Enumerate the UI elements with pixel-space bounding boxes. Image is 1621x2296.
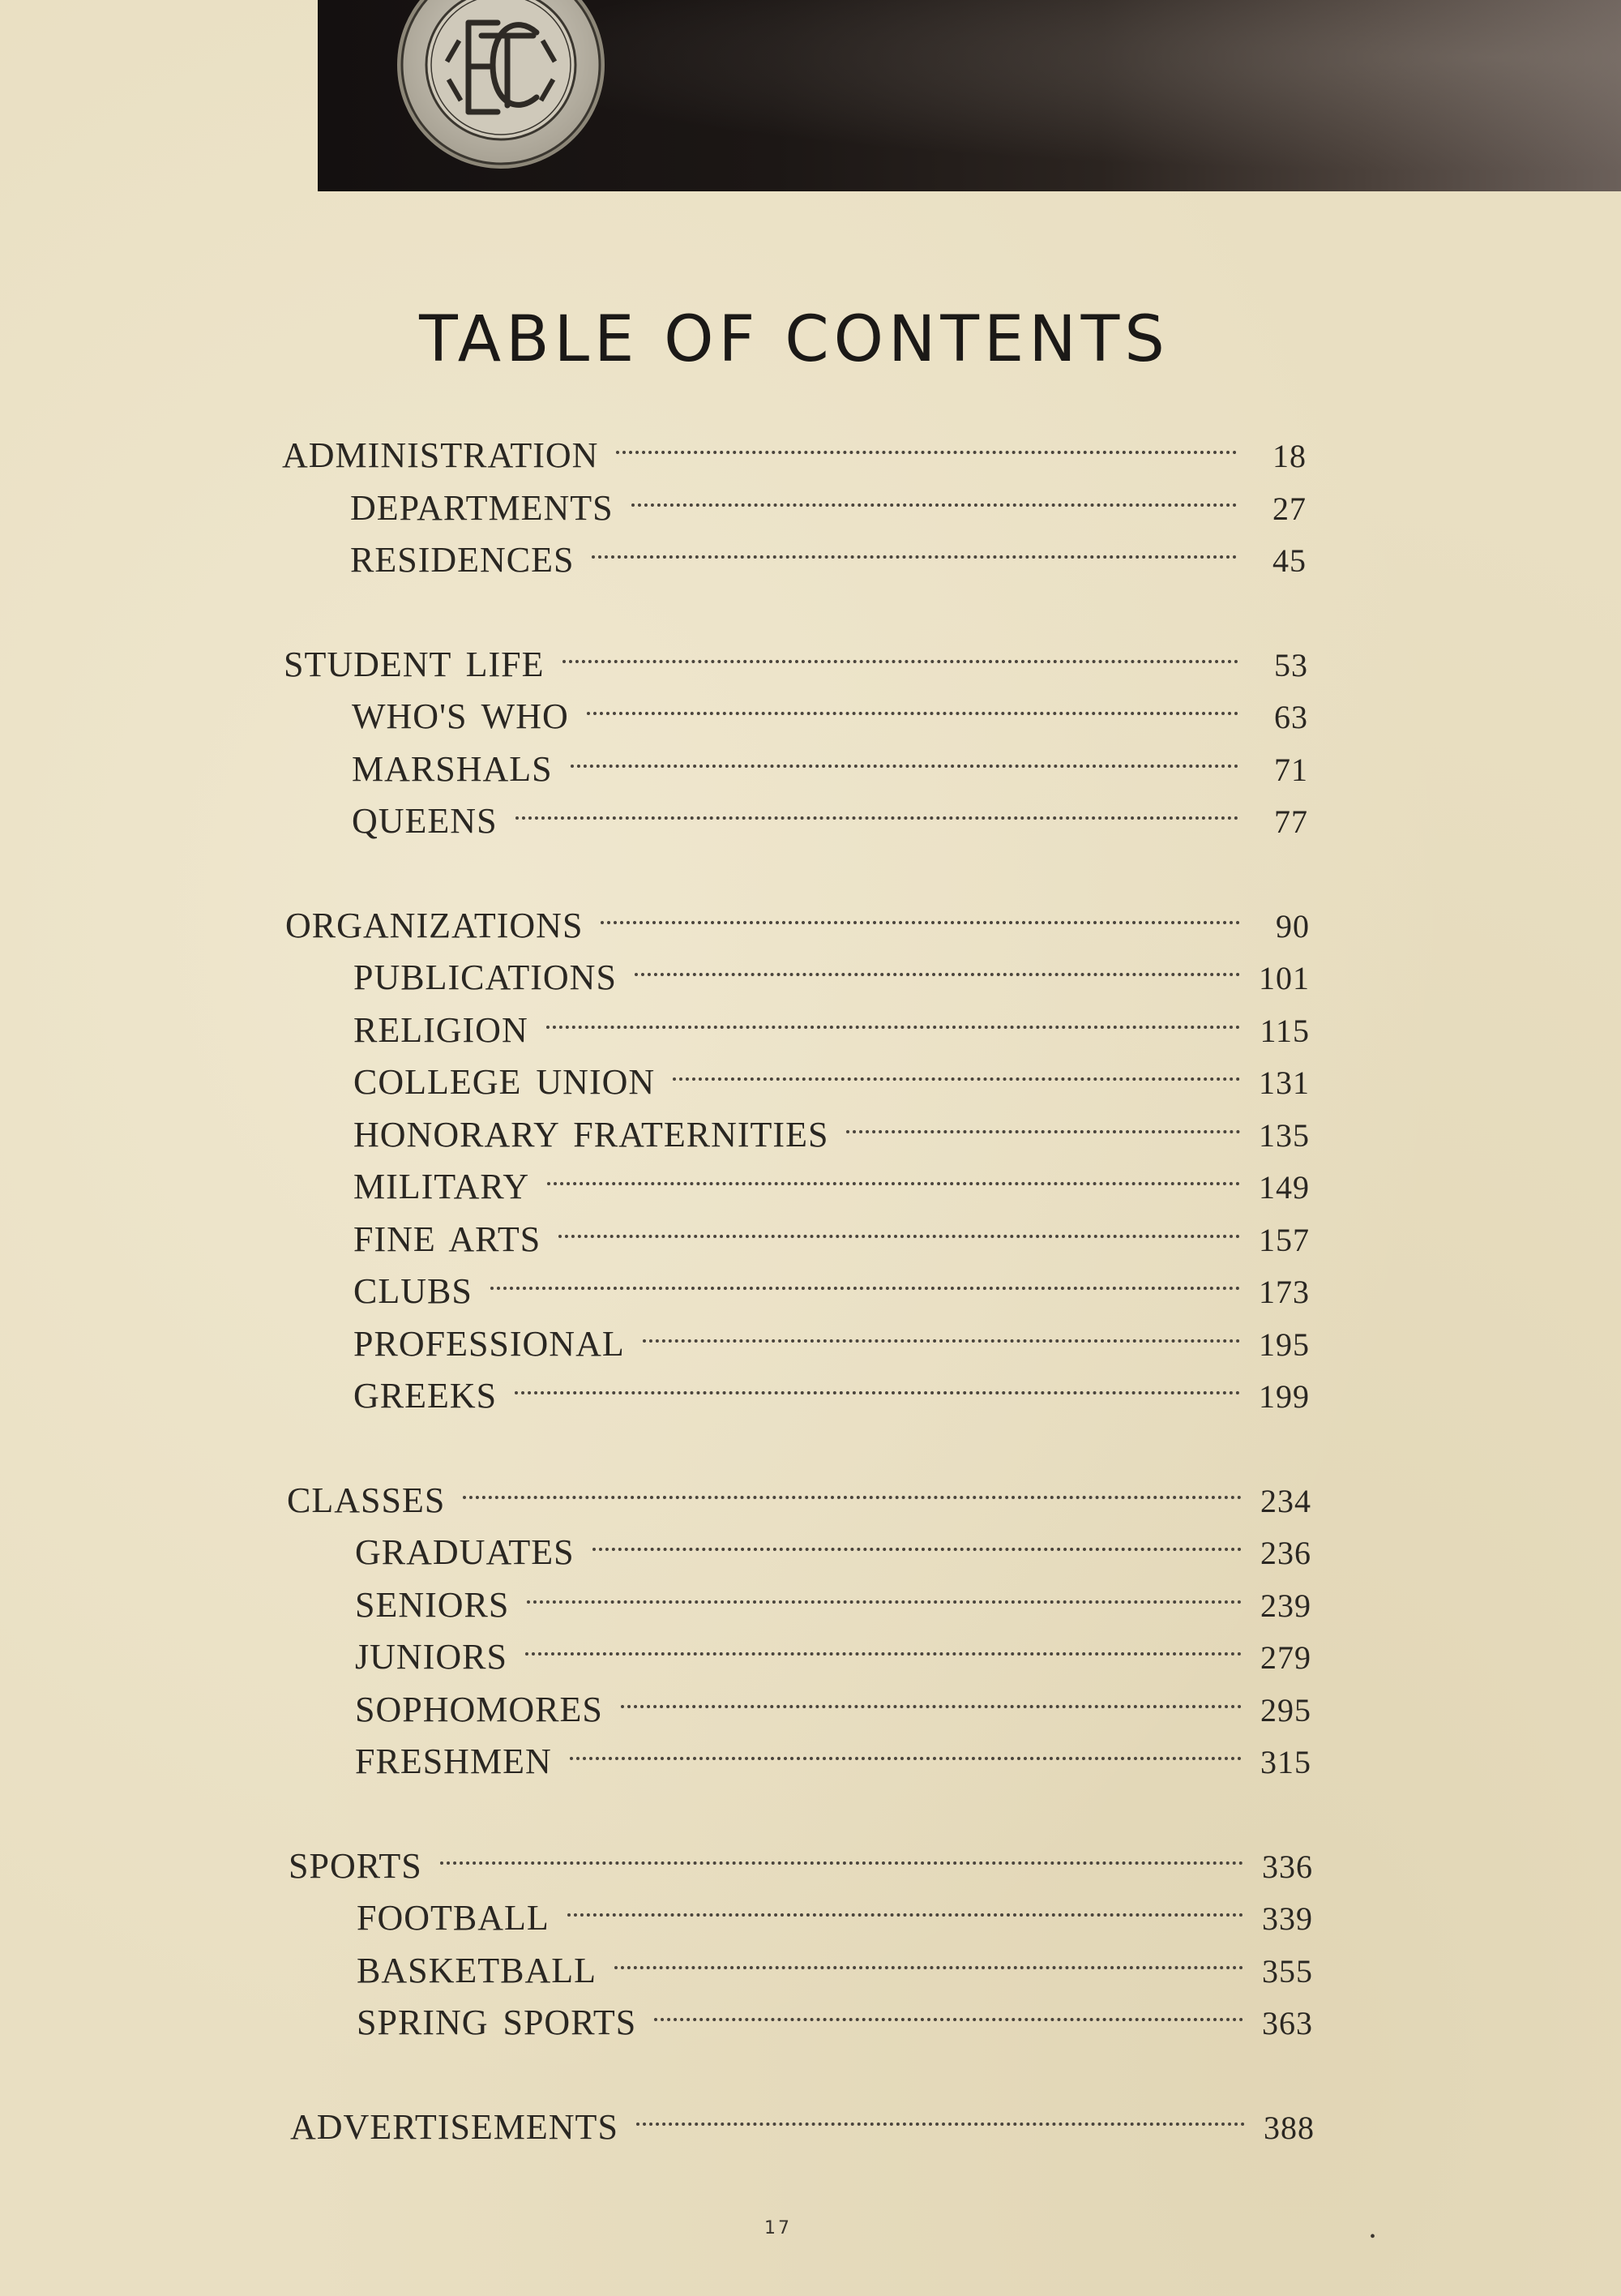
toc-section-row (289, 1829, 1313, 1886)
toc-entry-row (353, 1045, 1310, 1102)
dot-leader (440, 1829, 1243, 1878)
toc-entry-row (353, 1202, 1310, 1259)
toc-entry-label: ORGANIZATIONS (285, 905, 584, 945)
toc-section-row (287, 1463, 1311, 1520)
dot-leader (616, 418, 1237, 467)
dot-leader (592, 523, 1237, 572)
dot-leader (614, 1934, 1243, 1982)
dot-leader (592, 1515, 1242, 1564)
dot-leader (635, 940, 1240, 989)
toc-page-number: 279 (1260, 1639, 1311, 1676)
ink-speck: • (1370, 2228, 1376, 2246)
toc-entry-label: ADVERTISEMENTS (290, 2106, 618, 2147)
dot-leader (587, 679, 1238, 728)
toc-entry-row (355, 1620, 1311, 1677)
toc-page-number: 157 (1259, 1221, 1310, 1258)
toc-entry-label: MARSHALS (352, 748, 553, 789)
toc-page-number: 336 (1262, 1848, 1313, 1885)
toc-page-number: 363 (1262, 2005, 1313, 2041)
toc-entry-row (350, 523, 1307, 580)
toc-entry-label: GRADUATES (355, 1532, 575, 1572)
toc-page-number: 199 (1259, 1378, 1310, 1415)
toc-entry-label: SPRING SPORTS (357, 2003, 637, 2042)
toc-entry-row (355, 1673, 1311, 1729)
toc-entry-row (353, 1254, 1310, 1311)
toc-entry-row (353, 993, 1310, 1050)
dot-leader (621, 1673, 1242, 1721)
toc-entry-label: DEPARTMENTS (350, 487, 614, 528)
dot-leader (631, 471, 1237, 520)
toc-section-row (282, 418, 1307, 475)
college-seal-icon (394, 0, 608, 172)
toc-page-number: 63 (1274, 699, 1308, 735)
dot-leader (527, 1568, 1242, 1617)
dot-leader (567, 1881, 1243, 1930)
toc-page-number: 236 (1260, 1535, 1311, 1571)
toc-entry-label: FOOTBALL (357, 1898, 550, 1938)
toc-entry-label: MILITARY (353, 1167, 530, 1206)
toc-entry-label: QUEENS (352, 801, 498, 841)
toc-page-number: 315 (1260, 1744, 1311, 1780)
toc-entry-label: GREEKS (353, 1376, 498, 1416)
toc-page-number: 77 (1274, 803, 1308, 840)
toc-page-number: 239 (1260, 1587, 1311, 1624)
toc-entry-label: CLASSES (287, 1480, 446, 1520)
toc-page-number: 234 (1260, 1482, 1311, 1519)
dot-leader (490, 1254, 1240, 1303)
toc-entry-row (352, 679, 1308, 736)
dot-leader (673, 1045, 1240, 1094)
toc-entry-row (357, 1985, 1313, 2042)
page-title: TABLE OF CONTENTS (419, 303, 1170, 376)
toc-entry-label: RESIDENCES (350, 540, 575, 580)
toc-entry-label: SPORTS (289, 1845, 422, 1886)
toc-entry-label: ADMINISTRATION (282, 435, 599, 475)
toc-entry-label: CLUBS (353, 1271, 473, 1311)
toc-entry-row (352, 784, 1308, 841)
toc-page-number: 53 (1274, 646, 1308, 683)
toc-entry-row (350, 471, 1307, 528)
dot-leader (546, 993, 1240, 1042)
dot-leader (547, 1150, 1240, 1198)
toc-entry-label: WHO'S WHO (352, 696, 569, 736)
toc-page-number: 339 (1262, 1900, 1313, 1937)
toc-entry-row (355, 1515, 1311, 1572)
dot-leader (515, 1359, 1240, 1407)
toc-entry-row (357, 1934, 1313, 1990)
toc-page-number: 173 (1259, 1274, 1310, 1310)
page-number: 17 (764, 2218, 792, 2238)
dot-leader (654, 1985, 1243, 2034)
toc-entry-label: COLLEGE UNION (353, 1062, 656, 1102)
toc-page-number: 90 (1276, 907, 1310, 945)
toc-entry-label: PUBLICATIONS (353, 957, 617, 997)
toc-entry-row (353, 1359, 1310, 1416)
toc-page-number: 45 (1272, 542, 1307, 579)
toc-page-number: 115 (1260, 1012, 1310, 1049)
toc-entry-label: FRESHMEN (355, 1741, 552, 1781)
toc-entry-row (353, 1098, 1310, 1154)
toc-page-number: 295 (1260, 1691, 1311, 1728)
toc-section-row (290, 2090, 1315, 2147)
dot-leader (525, 1620, 1242, 1668)
dot-leader (562, 628, 1238, 676)
dot-leader (571, 732, 1238, 781)
toc-page-number: 388 (1264, 2109, 1315, 2146)
dot-leader (636, 2090, 1245, 2139)
toc-page-number: 195 (1259, 1326, 1310, 1363)
toc-page-number: 18 (1272, 438, 1307, 474)
toc-entry-row (357, 1881, 1313, 1938)
toc-section-row (284, 628, 1308, 684)
toc-entry-label: RELIGION (353, 1009, 528, 1050)
toc-section-row (285, 889, 1310, 945)
toc-entry-label: HONORARY FRATERNITIES (353, 1114, 829, 1154)
toc-entry-label: JUNIORS (355, 1637, 507, 1677)
dot-leader (601, 889, 1240, 937)
dot-leader (515, 784, 1238, 833)
toc-page-number: 131 (1259, 1064, 1310, 1101)
toc-entry-row (353, 1150, 1310, 1206)
dot-leader (643, 1307, 1240, 1356)
dot-leader (570, 1724, 1242, 1773)
toc-page-number: 135 (1259, 1116, 1310, 1154)
dot-leader (846, 1098, 1240, 1146)
toc-entry-label: SOPHOMORES (355, 1689, 603, 1729)
dot-leader (463, 1463, 1242, 1512)
toc-page-number: 355 (1262, 1952, 1313, 1990)
toc-entry-row (353, 1307, 1310, 1364)
toc-page-number: 27 (1272, 490, 1307, 527)
toc-entry-label: FINE ARTS (353, 1219, 541, 1259)
toc-entry-row (352, 732, 1308, 789)
toc-page-number: 71 (1274, 751, 1308, 788)
toc-entry-row (353, 940, 1310, 997)
toc-entry-label: STUDENT LIFE (284, 644, 545, 684)
toc-entry-label: SENIORS (355, 1584, 510, 1625)
toc-entry-row (355, 1568, 1311, 1625)
toc-entry-label: PROFESSIONAL (353, 1323, 625, 1364)
toc-page-number: 101 (1259, 960, 1310, 996)
toc-entry-row (355, 1724, 1311, 1781)
toc-entry-label: BASKETBALL (357, 1950, 597, 1990)
toc-page-number: 149 (1259, 1169, 1310, 1206)
dot-leader (558, 1202, 1240, 1251)
